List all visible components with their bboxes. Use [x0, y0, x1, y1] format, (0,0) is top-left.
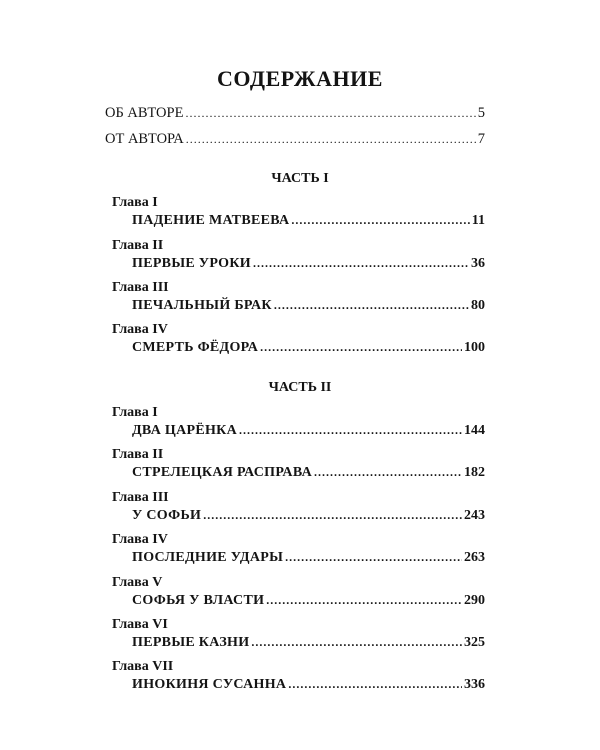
chapter-number: Глава IV: [112, 532, 168, 547]
chapter-title: ПАДЕНИЕ МАТВЕЕВА: [132, 213, 290, 228]
dot-leader: [186, 132, 476, 147]
toc-entry-chapter[interactable]: [132, 213, 485, 229]
chapter-number: Глава III: [112, 280, 169, 295]
chapter-page: 100: [464, 340, 485, 355]
toc-entry-chapter[interactable]: [132, 256, 485, 272]
toc-entry-label: ОТ АВТОРА: [105, 131, 184, 147]
chapter-page: 325: [464, 635, 485, 650]
chapter-number: Глава VI: [112, 617, 168, 632]
chapter-title: ДВА ЦАРЁНКА: [132, 423, 238, 438]
toc-entry-page: 7: [477, 131, 485, 147]
dot-leader: [185, 106, 475, 121]
dot-leader: [251, 635, 462, 650]
chapter-number: Глава VII: [112, 659, 174, 674]
dot-leader: [288, 677, 462, 692]
part-heading: ЧАСТЬ I: [271, 171, 329, 186]
chapter-number: Глава IV: [112, 322, 168, 337]
chapter-page: 36: [471, 256, 485, 271]
dot-leader: [239, 423, 462, 438]
toc-entry-from-author[interactable]: [105, 131, 485, 148]
toc-entry-chapter[interactable]: [132, 423, 485, 439]
chapter-page: 11: [471, 213, 485, 228]
toc-entry-chapter[interactable]: [132, 340, 485, 356]
chapter-title: ПЕРВЫЕ УРОКИ: [132, 256, 251, 271]
dot-leader: [314, 465, 462, 480]
dot-leader: [253, 256, 469, 271]
chapter-page: 290: [464, 593, 485, 608]
chapter-title: СТРЕЛЕЦКАЯ РАСПРАВА: [132, 465, 312, 480]
toc-entry-about-author[interactable]: [105, 105, 485, 122]
chapter-page: 80: [471, 298, 485, 313]
chapter-page: 336: [464, 677, 485, 692]
toc-entry-page: 5: [477, 105, 485, 121]
dot-leader: [203, 508, 462, 523]
chapter-page: 144: [464, 423, 485, 438]
chapter-title: СМЕРТЬ ФЁДОРА: [132, 340, 259, 355]
chapter-number: Глава II: [112, 238, 164, 253]
toc-entry-chapter[interactable]: [132, 593, 485, 609]
toc-entry-chapter[interactable]: [132, 465, 485, 481]
toc-entry-chapter[interactable]: [132, 298, 485, 314]
chapter-page: 243: [464, 508, 485, 523]
toc-entry-chapter[interactable]: [132, 635, 485, 651]
dot-leader: [274, 298, 469, 313]
chapter-page: 182: [464, 465, 485, 480]
dot-leader: [285, 550, 462, 565]
dot-leader: [266, 593, 462, 608]
chapter-number: Глава III: [112, 490, 169, 505]
chapter-number: Глава I: [112, 405, 158, 420]
chapter-title: ПЕЧАЛЬНЫЙ БРАК: [132, 298, 272, 313]
toc-entry-chapter[interactable]: [132, 677, 485, 693]
page-title: СОДЕРЖАНИЕ: [217, 66, 383, 91]
chapter-number: Глава I: [112, 195, 158, 210]
chapter-title: У СОФЬИ: [132, 508, 202, 523]
chapter-title: ПОСЛЕДНИЕ УДАРЫ: [132, 550, 284, 565]
chapter-page: 263: [464, 550, 485, 565]
toc-entry-chapter[interactable]: [132, 550, 485, 566]
chapter-number: Глава II: [112, 447, 164, 462]
toc-entry-chapter[interactable]: [132, 508, 485, 524]
dot-leader: [291, 213, 469, 228]
part-heading: ЧАСТЬ II: [268, 380, 332, 395]
chapter-title: ИНОКИНЯ СУСАННА: [132, 677, 287, 692]
chapter-title: ПЕРВЫЕ КАЗНИ: [132, 635, 250, 650]
dot-leader: [260, 340, 462, 355]
chapter-number: Глава V: [112, 575, 163, 590]
toc-entry-label: ОБ АВТОРЕ: [105, 105, 184, 121]
chapter-title: СОФЬЯ У ВЛАСТИ: [132, 593, 265, 608]
